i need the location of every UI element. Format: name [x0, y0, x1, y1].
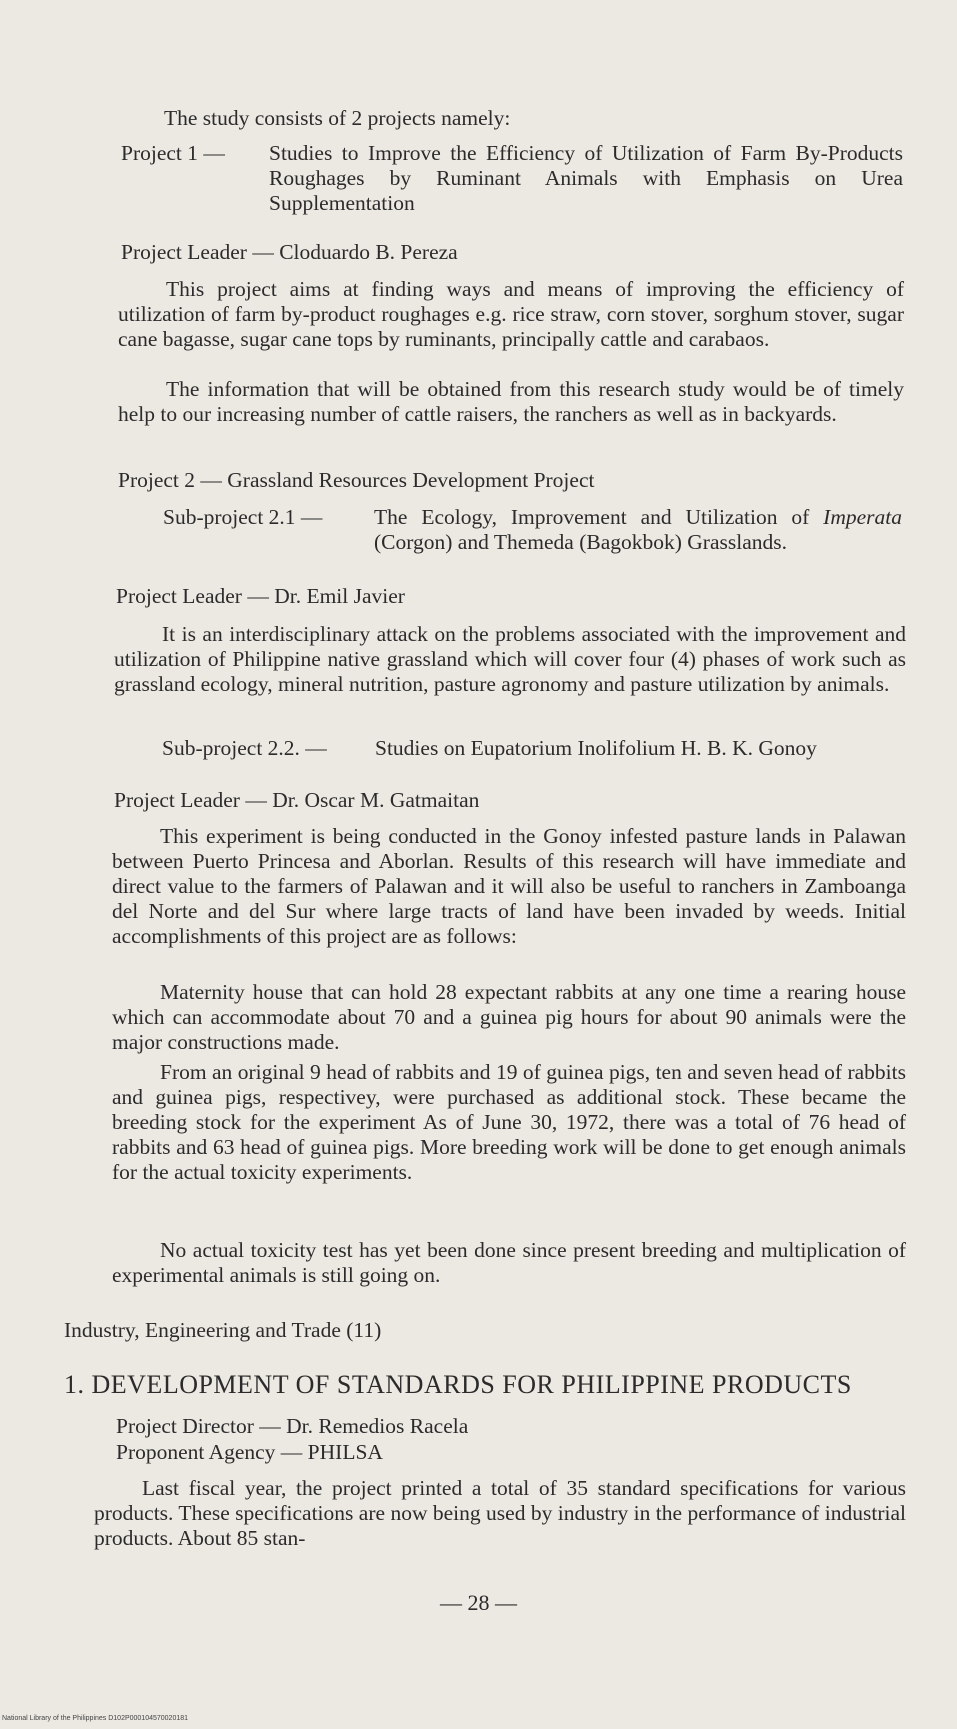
intro-line: The study consists of 2 projects namely: [164, 106, 511, 130]
project-2-paragraph-1: It is an interdisciplinary attack on the problems associated with the improvement and utilization of Philippine native grassland which will cover four (4) phases of work such as grassland ecology, mineral nutrition, pasture agronomy and pasture utilization by animals. [114, 622, 906, 696]
footer-watermark: National Library of the Philippines D102P000104570020181 [2, 1715, 189, 1722]
sub-project-2-1-title: The Ecology, Improvement and Utilization of Imperata (Corgon) and Themeda (Bagokbok) Grasslands. [374, 505, 902, 554]
sub-project-2-2-title: Studies on Eupatorium Inolifolium H. B. K. Gonoy [375, 736, 817, 760]
section-1-director: Project Director — Dr. Remedios Racela [116, 1414, 469, 1438]
section-1-heading: 1. DEVELOPMENT OF STANDARDS FOR PHILIPPINE PRODUCTS [64, 1370, 852, 1399]
section-1-agency: Proponent Agency — PHILSA [116, 1440, 383, 1464]
project-1-label: Project 1 — [121, 141, 225, 165]
project-1-paragraph-1: This project aims at finding ways and means of improving the efficiency of utilization of farm by-product roughages e.g. rice straw, corn stover, sorghum stover, sugar cane bagasse, sugar cane tops by ruminants, principally cattle and carabaos. [118, 277, 904, 351]
project-1-leader: Project Leader — Cloduardo B. Pereza [121, 240, 458, 264]
project-2-paragraph-4: From an original 9 head of rabbits and 19 of guinea pigs, ten and seven head of rabbits and guinea pigs, respectivey, were purchased as additional stock. These became the breeding stock for the experiment As of June 30, 1972, there was a total of 76 head of rabbits and 63 head of guinea pigs. More breeding work will be done to get enough animals for the actual toxicity experiments. [112, 1060, 906, 1184]
sub-project-2-1-leader: Project Leader — Dr. Emil Javier [116, 584, 405, 608]
project-1 [121, 141, 906, 216]
page-number: — 28 — [440, 1590, 517, 1615]
section-1-paragraph: Last fiscal year, the project printed a total of 35 standard specifications for various products. These specifications are now being used by industry in the performance of industrial products. About 85 stan- [94, 1476, 906, 1550]
project-2-paragraph-2: This experiment is being conducted in the Gonoy infested pasture lands in Palawan between Puerto Princesa and Aborlan. Results of this research will have immediate and direct value to the farmers of Palawan and it will also be useful to ranchers in Zamboanga del Norte and del Sur where large tracts of land have been invaded by weeds. Initial accomplishments of this project are as follows: [112, 824, 906, 948]
project-1-title: Studies to Improve the Efficiency of Utilization of Farm By-Products Roughages by Ruminant Animals with Emphasis on Urea Supplementation [269, 141, 903, 215]
sub-project-2-2-label: Sub-project 2.2. — [162, 736, 327, 760]
sub-project-2-2-leader: Project Leader — Dr. Oscar M. Gatmaitan [114, 788, 480, 812]
project-2-paragraph-5: No actual toxicity test has yet been done since present breeding and multiplication of experimental animals is still going on. [112, 1238, 906, 1287]
project-2-heading: Project 2 — Grassland Resources Development Project [118, 468, 595, 492]
sub-project-2-1-label: Sub-project 2.1 — [163, 505, 323, 529]
project-1-paragraph-2: The information that will be obtained from this research study would be of timely help to our increasing number of cattle raisers, the ranchers as well as in backyards. [118, 377, 904, 426]
industry-heading: Industry, Engineering and Trade (11) [64, 1318, 382, 1342]
project-2-paragraph-3: Maternity house that can hold 28 expectant rabbits at any one time a rearing house which can accommodate about 70 and a guinea pig hours for about 90 animals were the major constructions made. [112, 980, 906, 1054]
sub-project-2-1 [163, 505, 905, 555]
sub-project-2-2 [162, 736, 906, 761]
